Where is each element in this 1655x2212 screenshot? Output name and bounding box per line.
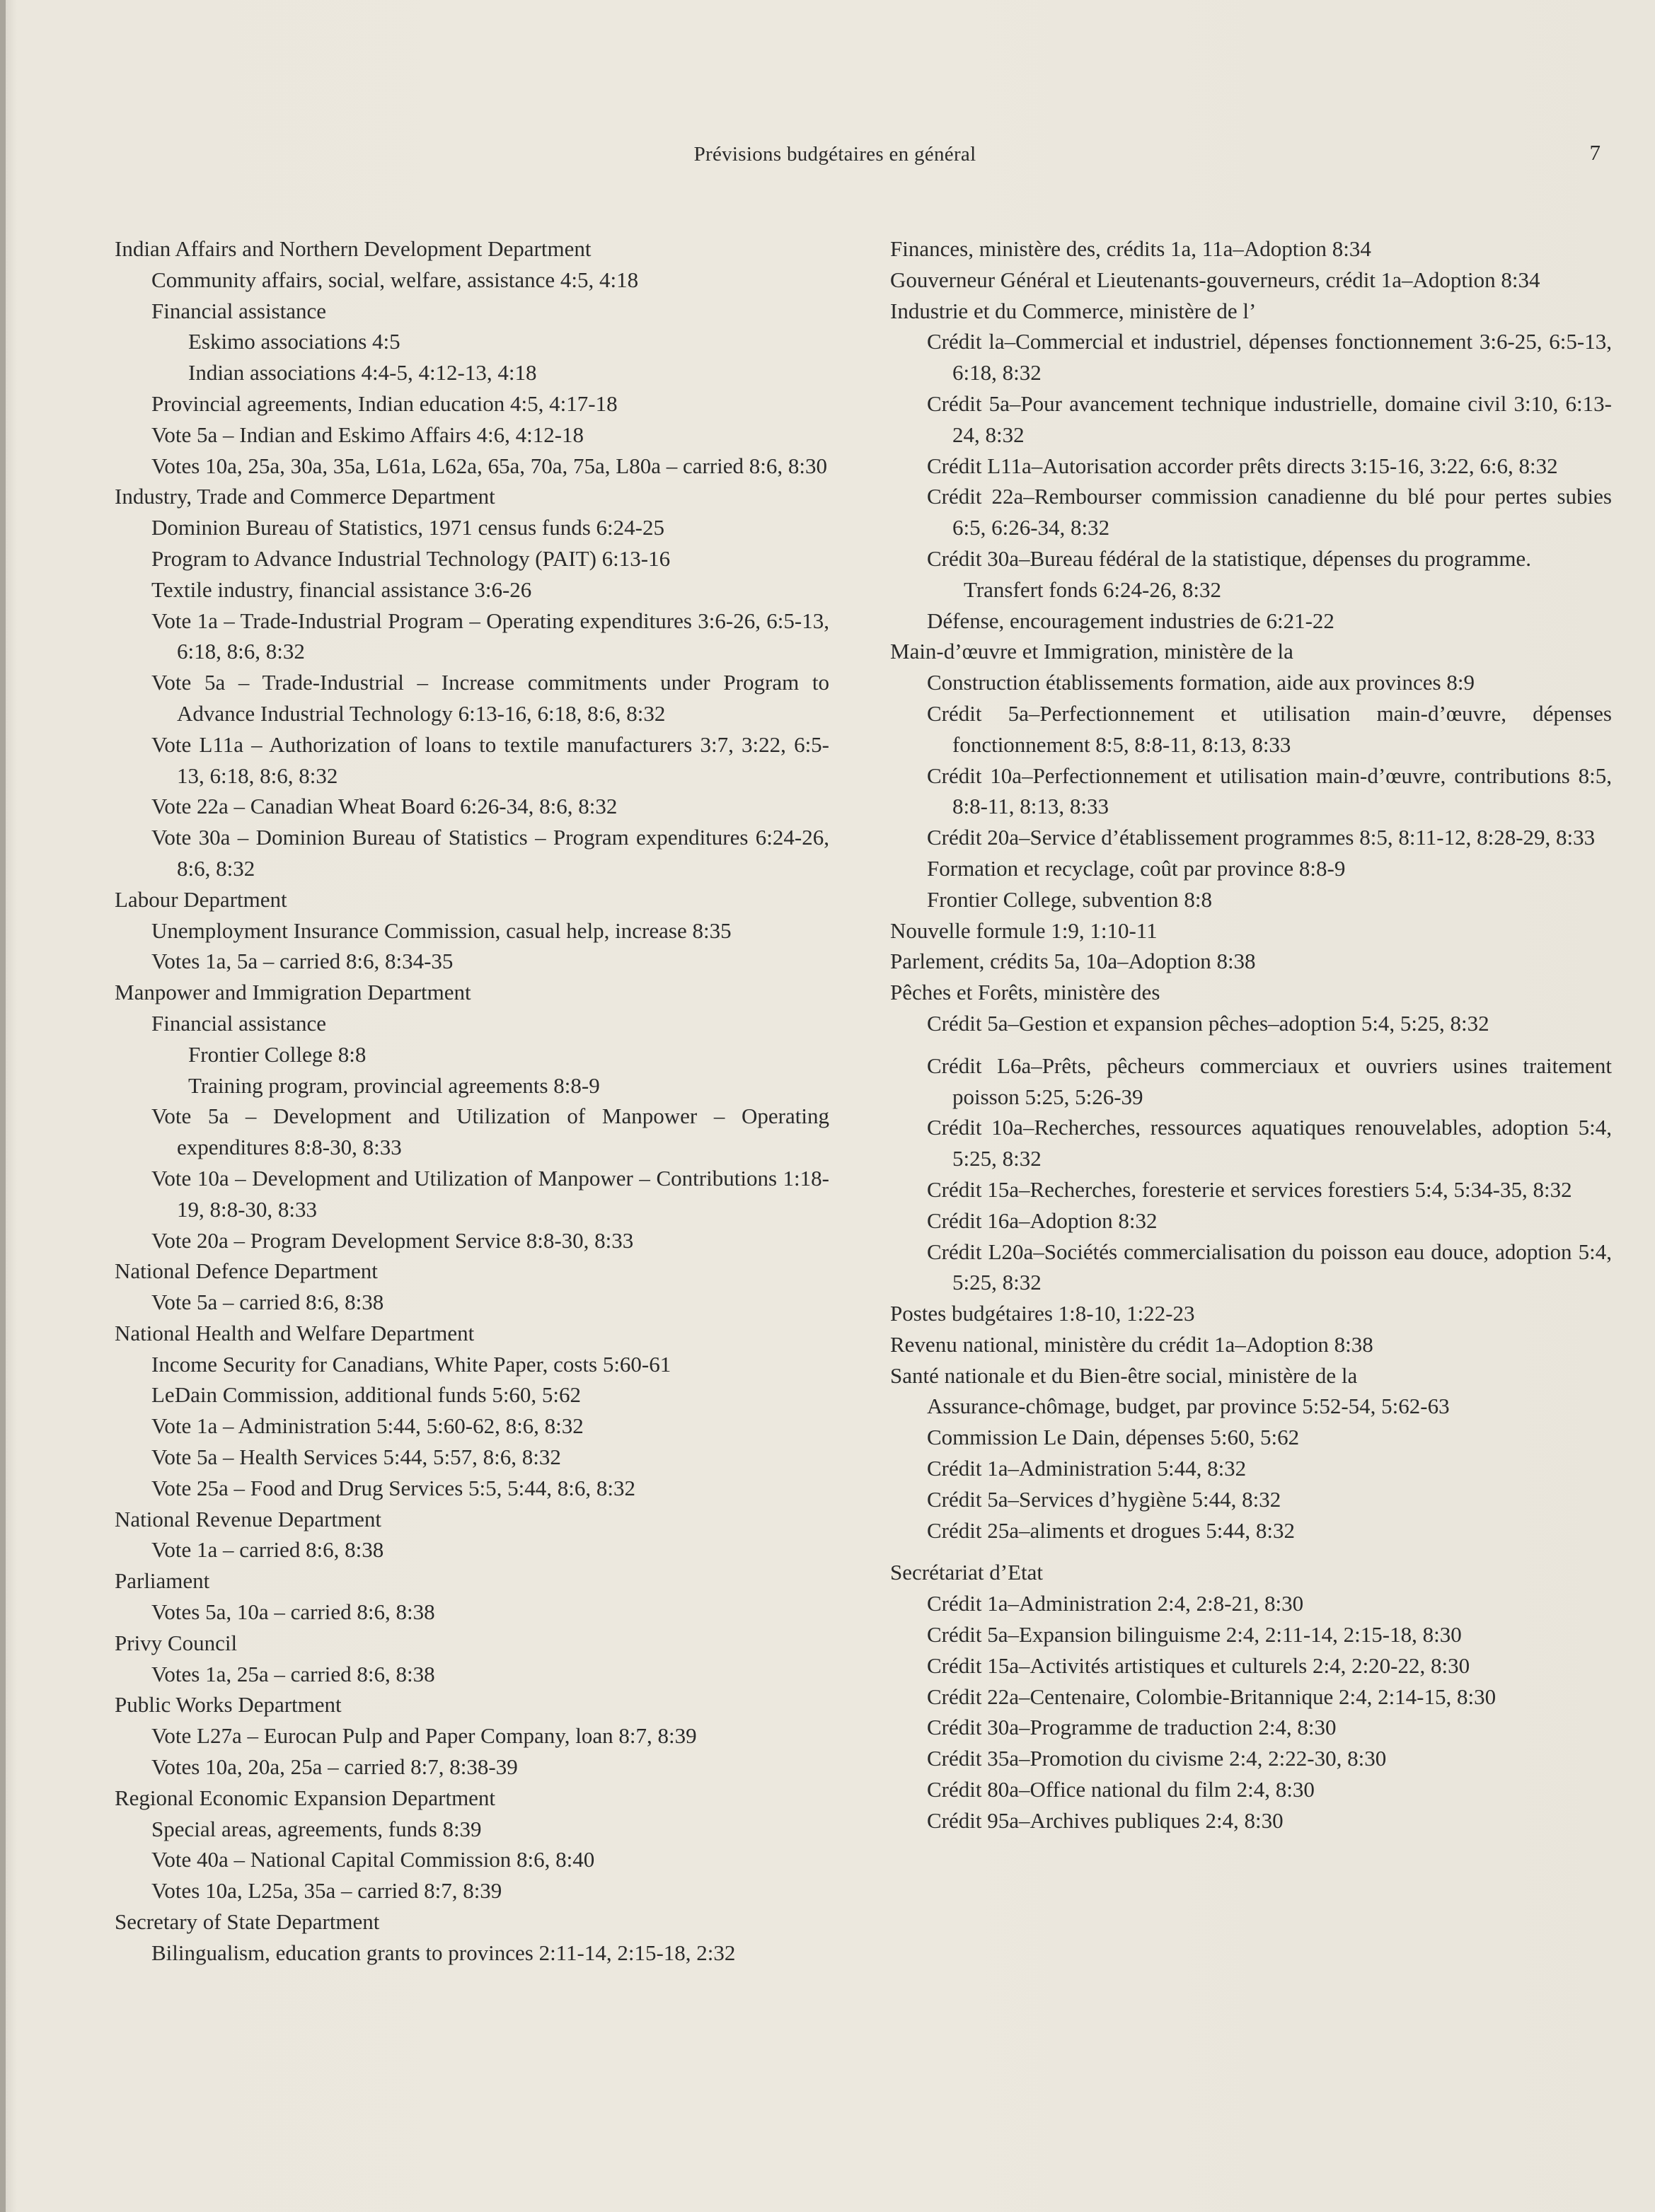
index-subentry: Vote 5a – carried 8:6, 8:38 [151,1290,384,1315]
index-subentry: Vote 1a – Trade-Industrial Program – Operating expenditures 3:6-26, 6:5-13, 6:18, 8:6, 8:32 [151,608,829,664]
index-subentry: Financial assistance [151,1010,327,1036]
index-subentry: LeDain Commission, additional funds 5:60, 5:62 [151,1382,582,1408]
index-heading: Main-d’œuvre et Immigration, ministère de la [890,639,1293,664]
index-heading: Postes budgétaires 1:8-10, 1:22-23 [890,1301,1195,1326]
index-subentry: Crédit 80a–Office national du film 2:4, 8:30 [927,1777,1315,1802]
index-subentry: Vote L27a – Eurocan Pulp and Paper Company, loan 8:7, 8:39 [151,1723,697,1749]
index-subentry: Program to Advance Industrial Technology (PAIT) 6:13-16 [151,545,671,571]
index-heading: Labour Department [115,886,287,912]
index-heading: Pêches et Forêts, ministère des [890,980,1160,1005]
index-subentry: Vote 5a – Development and Utilization of Manpower – Operating expenditures 8:8-30, 8:33 [151,1104,829,1160]
index-subentry: Votes 10a, 25a, 30a, 35a, L61a, L62a, 65a, 70a, 75a, L80a – carried 8:6, 8:30 [151,453,827,478]
index-heading: Industry, Trade and Commerce Department [115,484,495,509]
index-subentry: Vote L11a – Authorization of loans to textile manufacturers 3:7, 3:22, 6:5-13, 6:18, 8:6, 8:32 [151,731,829,788]
index-subentry: Crédit 22a–Rembourser commission canadienne du blé pour pertes subies 6:5, 6:26-34, 8:32 [927,484,1612,540]
index-subentry: Financial assistance [151,298,327,323]
index-subentry: Crédit la–Commercial et industriel, dépenses fonctionnement 3:6-25, 6:5-13, 6:18, 8:32 [927,329,1612,386]
index-subentry: Unemployment Insurance Commission, casual help, increase 8:35 [151,917,732,943]
index-subentry: Vote 5a – Indian and Eskimo Affairs 4:6, 4:12-18 [151,422,584,447]
index-subentry: Crédit 10a–Perfectionnement et utilisation main-d’œuvre, contributions 8:5, 8:8-11, 8:13, 8:33 [927,763,1612,819]
index-subentry: Crédit 22a–Centenaire, Colombie-Britannique 2:4, 2:14-15, 8:30 [927,1684,1497,1709]
index-subentry: Crédit L20a–Sociétés commercialisation du poisson eau douce, adoption 5:4, 5:25, 8:32 [927,1239,1612,1295]
index-subentry: Crédit 95a–Archives publiques 2:4, 8:30 [927,1807,1284,1833]
index-subentry: Frontier College, subvention 8:8 [927,886,1212,912]
index-subentry: Community affairs, social, welfare, assistance 4:5, 4:18 [151,267,639,292]
index-subentry: Vote 30a – Dominion Bureau of Statistics – Program expenditures 6:24-26, 8:6, 8:32 [151,825,829,881]
index-subentry: Crédit 20a–Service d’établissement programmes 8:5, 8:11-12, 8:28-29, 8:33 [927,825,1596,850]
index-heading: Indian Affairs and Northern Development Department [115,236,592,261]
index-subentry: Crédit 5a–Gestion et expansion pêches–adoption 5:4, 5:25, 8:32 [927,1010,1489,1036]
index-heading: Secretary of State Department [115,1909,380,1935]
index-subentry: Assurance-chômage, budget, par province 5:52-54, 5:62-63 [927,1394,1450,1419]
index-subentry: Crédit 15a–Activités artistiques et culturels 2:4, 2:20-22, 8:30 [927,1652,1470,1678]
index-subentry: Crédit 5a–Pour avancement technique industrielle, domaine civil 3:10, 6:13-24, 8:32 [927,390,1612,447]
index-subentry: Crédit 5a–Expansion bilinguisme 2:4, 2:11-14, 2:15-18, 8:30 [927,1622,1462,1648]
index-subentry: Vote 40a – National Capital Commission 8:6, 8:40 [151,1847,595,1872]
index-subentry: Crédit 16a–Adoption 8:32 [927,1208,1158,1233]
index-subentry: Textile industry, financial assistance 3:6-26 [151,577,532,602]
index-subentry: Vote 5a – Health Services 5:44, 5:57, 8:6, 8:32 [151,1444,561,1470]
index-subentry: Special areas, agreements, funds 8:39 [151,1816,482,1841]
index-subentry: Votes 1a, 5a – carried 8:6, 8:34-35 [151,949,454,974]
index-subentry: Vote 25a – Food and Drug Services 5:5, 5:44, 8:6, 8:32 [151,1475,635,1500]
index-subentry: Provincial agreements, Indian education 4:5, 4:17-18 [151,390,618,416]
index-heading: Public Works Department [115,1692,342,1718]
index-subentry: Commission Le Dain, dépenses 5:60, 5:62 [927,1425,1300,1450]
index-subentry: Crédit 10a–Recherches, ressources aquatiques renouvelables, adoption 5:4, 5:25, 8:32 [927,1115,1612,1171]
index-subentry: Vote 5a – Trade-Industrial – Increase commitments under Program to Advance Industrial Technology 6:13-16, 6:18, 8:6, 8:32 [151,670,829,726]
index-subentry: Construction établissements formation, aide aux provinces 8:9 [927,670,1475,695]
index-subentry: Crédit 30a–Bureau fédéral de la statistique, dépenses du programme. [927,545,1531,571]
page-binding-edge [0,0,6,2212]
index-subentry: Formation et recyclage, coût par province 8:8-9 [927,855,1346,881]
index-heading: Nouvelle formule 1:9, 1:10-11 [890,917,1158,943]
index-heading: National Health and Welfare Department [115,1320,475,1345]
index-subentry: Vote 22a – Canadian Wheat Board 6:26-34, 8:6, 8:32 [151,794,618,819]
index-heading: Parliament [115,1568,210,1594]
index-subsubentry: Transfert fonds 6:24-26, 8:32 [964,577,1221,602]
index-subentry: Vote 1a – Administration 5:44, 5:60-62, 8:6, 8:32 [151,1413,584,1439]
index-subentry: Votes 10a, L25a, 35a – carried 8:7, 8:39 [151,1878,502,1904]
page-number: 7 [1589,140,1601,165]
index-subentry: Votes 5a, 10a – carried 8:6, 8:38 [151,1599,435,1625]
index-subentry: Income Security for Canadians, White Paper, costs 5:60-61 [151,1351,671,1377]
index-subentry: Crédit 5a–Services d’hygiène 5:44, 8:32 [927,1486,1281,1512]
index-subsubentry: Frontier College 8:8 [188,1041,367,1067]
index-subentry: Crédit L11a–Autorisation accorder prêts directs 3:15-16, 3:22, 6:6, 8:32 [927,453,1558,478]
index-column-left [115,233,829,1969]
index-subentry: Crédit L6a–Prêts, pêcheurs commerciaux et ouvriers usines traitement poisson 5:25, 5:26-39 [927,1053,1612,1109]
running-head: Prévisions budgétaires en général [693,143,976,166]
index-subentry: Vote 20a – Program Development Service 8:8-30, 8:33 [151,1227,634,1253]
index-subsubentry: Indian associations 4:4-5, 4:12-13, 4:18 [188,360,537,386]
index-heading: National Defence Department [115,1258,378,1284]
index-heading: Finances, ministère des, crédits 1a, 11a–Adoption 8:34 [890,236,1371,261]
index-subentry: Dominion Bureau of Statistics, 1971 census funds 6:24-25 [151,515,664,540]
index-subentry: Crédit 25a–aliments et drogues 5:44, 8:32 [927,1517,1296,1543]
index-subentry: Votes 10a, 20a, 25a – carried 8:7, 8:38-39 [151,1754,518,1780]
index-subentry: Vote 10a – Development and Utilization of Manpower – Contributions 1:18-19, 8:8-30, 8:33 [151,1165,829,1222]
index-column-right [890,233,1612,1836]
index-subsubentry: Training program, provincial agreements 8:8-9 [188,1072,600,1098]
index-heading: Parlement, crédits 5a, 10a–Adoption 8:38 [890,949,1256,974]
index-heading: Regional Economic Expansion Department [115,1785,496,1810]
index-heading: Industrie et du Commerce, ministère de l’ [890,298,1257,323]
index-subentry: Crédit 35a–Promotion du civisme 2:4, 2:22-30, 8:30 [927,1746,1387,1771]
index-subentry: Crédit 30a–Programme de traduction 2:4, 8:30 [927,1715,1337,1740]
index-heading: National Revenue Department [115,1506,382,1531]
index-heading: Revenu national, ministère du crédit 1a–Adoption 8:38 [890,1331,1373,1357]
index-subentry: Défense, encouragement industries de 6:21-22 [927,608,1334,633]
index-subentry: Vote 1a – carried 8:6, 8:38 [151,1537,384,1563]
index-heading: Privy Council [115,1630,238,1655]
index-subentry: Votes 1a, 25a – carried 8:6, 8:38 [151,1661,435,1686]
index-heading: Manpower and Immigration Department [115,980,471,1005]
index-subentry: Bilingualism, education grants to provinces 2:11-14, 2:15-18, 2:32 [151,1940,736,1965]
index-subsubentry: Eskimo associations 4:5 [188,329,400,354]
index-subentry: Crédit 5a–Perfectionnement et utilisation main-d’œuvre, dépenses fonctionnement 8:5, 8:8-11, 8:13, 8:33 [927,700,1612,757]
index-subentry: Crédit 1a–Administration 5:44, 8:32 [927,1456,1247,1481]
index-subentry: Crédit 1a–Administration 2:4, 2:8-21, 8:30 [927,1591,1304,1616]
index-subentry: Crédit 15a–Recherches, foresterie et services forestiers 5:4, 5:34-35, 8:32 [927,1176,1572,1202]
index-heading: Santé nationale et du Bien-être social, ministère de la [890,1362,1358,1388]
index-heading: Gouverneur Général et Lieutenants-gouverneurs, crédit 1a–Adoption 8:34 [890,267,1540,292]
index-heading: Secrétariat d’Etat [890,1560,1044,1585]
